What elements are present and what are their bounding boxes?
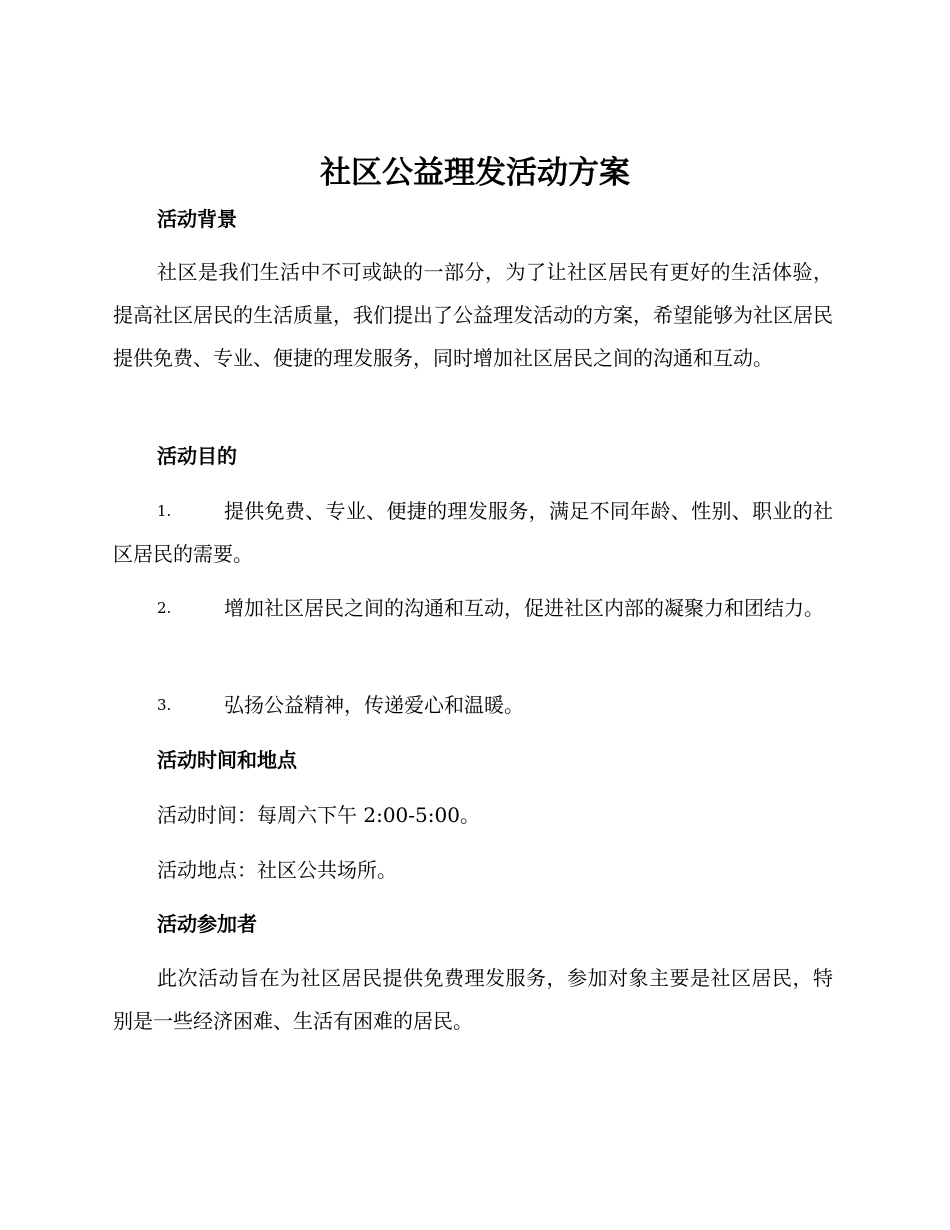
paragraph-background: 社区是我们生活中不可或缺的一部分，为了让社区居民有更好的生活体验，提高社区居民的生活质量，我们提出了公益理发活动的方案，希望能够为社区居民提供免费、专业、便捷的理发服务，同时增加社区居民之间的沟通和互动。 (113, 260, 833, 370)
heading-time-place: 活动时间和地点 (157, 748, 297, 772)
list-item-number: 1. (157, 502, 172, 520)
list-item-text: 弘扬公益精神，传递爱心和温暖。 (224, 693, 524, 717)
heading-purpose: 活动目的 (157, 444, 237, 468)
paragraph-participants: 此次活动旨在为社区居民提供免费理发服务，参加对象主要是社区居民，特别是一些经济困难、生活有困难的居民。 (113, 966, 833, 1033)
list-item-text: 增加社区居民之间的沟通和互动，促进社区内部的凝聚力和团结力。 (224, 596, 824, 620)
list-item (113, 684, 833, 727)
heading-participants: 活动参加者 (157, 912, 257, 936)
list-item-text: 提供免费、专业、便捷的理发服务，满足不同年龄、性别、职业的社区居民的需要。 (113, 499, 833, 566)
list-item-number: 3. (157, 696, 172, 714)
list-item (113, 587, 833, 630)
list-item-number: 2. (157, 599, 172, 617)
activity-time: 活动时间：每周六下午 2:00-5:00。 (157, 803, 480, 827)
list-item (113, 490, 833, 576)
heading-background: 活动背景 (157, 207, 237, 231)
activity-place: 活动地点：社区公共场所。 (157, 858, 397, 882)
document-title: 社区公益理发活动方案 (320, 155, 630, 191)
